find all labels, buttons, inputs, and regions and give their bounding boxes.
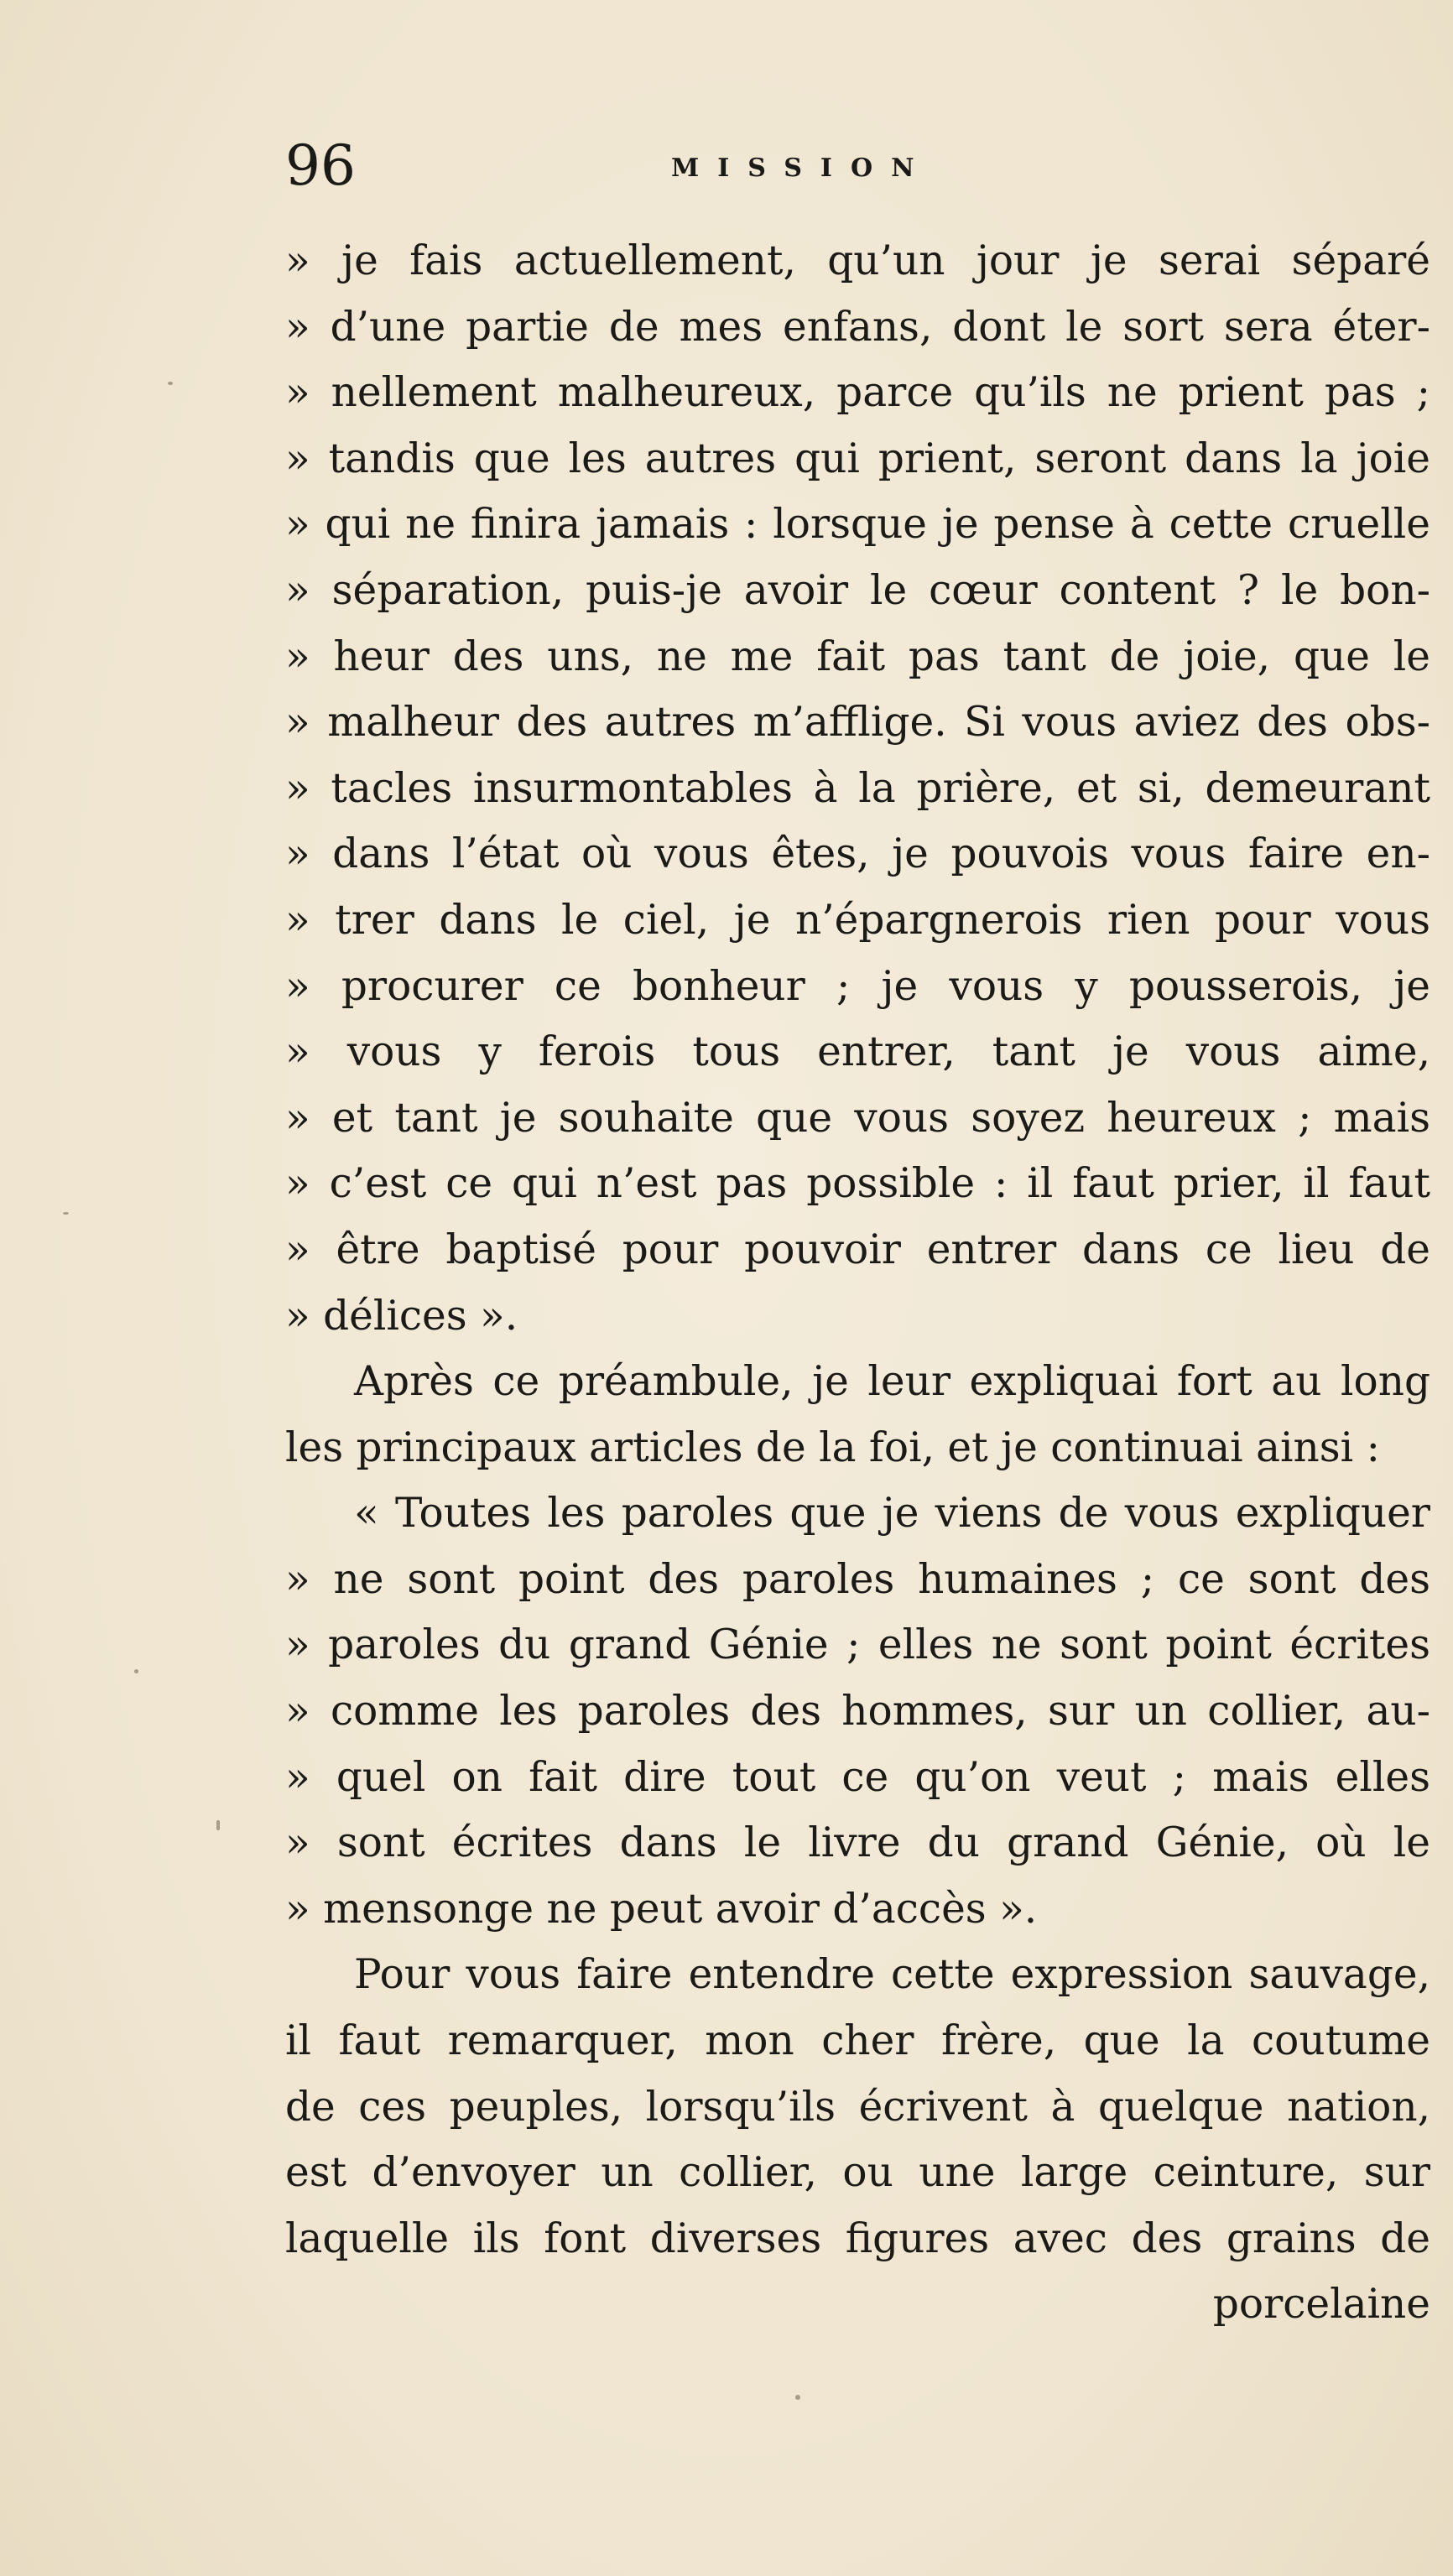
text-line: » ne sont point des paroles humaines ; ce sont des xyxy=(285,1555,1430,1603)
text-line: » mensonge ne peut avoir d’accès ». xyxy=(285,1885,1038,1933)
text-line: » vous y ferois tous entrer, tant je vous aime, xyxy=(285,1028,1430,1076)
paragraph-start-line: Après ce préambule, je leur expliquai fort au long xyxy=(354,1358,1430,1406)
text-line: il faut remarquer, mon cher frère, que la coutume xyxy=(285,2017,1430,2065)
paragraph-start-line: Pour vous faire entendre cette expression sauvage, xyxy=(354,1951,1430,1999)
text-line: » heur des uns, ne me fait pas tant de joie, que le xyxy=(285,632,1430,680)
text-line: les principaux articles de la foi, et je continuai ainsi : xyxy=(285,1423,1380,1471)
running-head: MISSION xyxy=(671,154,933,183)
paper-speck xyxy=(63,1212,69,1215)
catchword: porcelaine xyxy=(1212,2281,1430,2329)
text-line: » procurer ce bonheur ; je vous y pousserois, je xyxy=(285,962,1430,1010)
text-line: » tandis que les autres qui prient, seront dans la joie xyxy=(285,435,1430,482)
text-line: » quel on fait dire tout ce qu’on veut ; mais elles xyxy=(285,1753,1430,1801)
text-line: » qui ne finira jamais : lorsque je pense à cette cruelle xyxy=(285,501,1430,549)
text-line: » trer dans le ciel, je n’épargnerois rien pour vous xyxy=(285,896,1430,944)
text-line: » tacles insurmontables à la prière, et si, demeurant xyxy=(285,764,1430,812)
paper-speck xyxy=(795,2395,800,2400)
text-line: » je fais actuellement, qu’un jour je serai séparé xyxy=(285,237,1430,284)
paper-speck xyxy=(216,1820,220,1830)
text-line: » nellement malheureux, parce qu’ils ne prient pas ; xyxy=(285,369,1430,417)
text-line: » dans l’état où vous êtes, je pouvois vous faire en- xyxy=(285,830,1430,878)
text-line: est d’envoyer un collier, ou une large ceinture, sur xyxy=(285,2149,1430,2197)
text-line: » malheur des autres m’afflige. Si vous aviez des obs- xyxy=(285,699,1430,747)
text-line: » paroles du grand Génie ; elles ne sont point écrites xyxy=(285,1621,1430,1669)
text-line: » et tant je souhaite que vous soyez heureux ; mais xyxy=(285,1094,1430,1142)
paper-speck xyxy=(134,1669,138,1673)
page-header xyxy=(285,133,1158,200)
page-number: 96 xyxy=(285,133,356,198)
text-line: » d’une partie de mes enfans, dont le sort sera éter- xyxy=(285,303,1430,351)
text-line: » séparation, puis-je avoir le cœur content ? le bon- xyxy=(285,566,1430,614)
quote-start-line: « Toutes les paroles que je viens de vous expliquer xyxy=(354,1490,1430,1538)
text-line: de ces peuples, lorsqu’ils écrivent à quelque nation, xyxy=(285,2083,1430,2131)
text-line: » délices ». xyxy=(285,1292,518,1340)
text-line: » sont écrites dans le livre du grand Génie, où le xyxy=(285,1819,1430,1867)
text-line: » comme les paroles des hommes, sur un collier, au- xyxy=(285,1688,1430,1736)
paper-speck xyxy=(168,382,173,385)
text-line: laquelle ils font diverses figures avec des grains de xyxy=(285,2214,1430,2262)
text-line: » c’est ce qui n’est pas possible : il faut prier, il faut xyxy=(285,1160,1430,1208)
text-line: » être baptisé pour pouvoir entrer dans ce lieu de xyxy=(285,1226,1430,1273)
body-text xyxy=(285,228,1430,2338)
